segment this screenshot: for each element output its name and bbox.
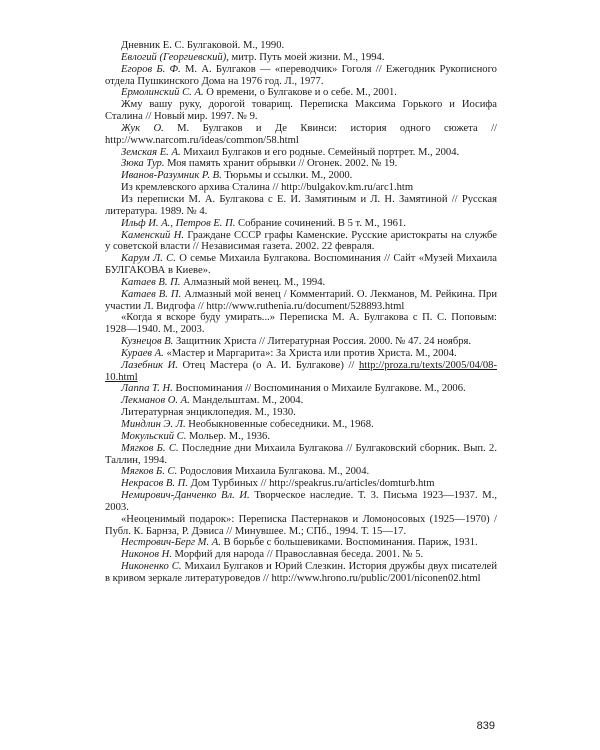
bibliography-entry: [105, 99, 497, 123]
entry-author: Немирович-Данченко Вл. И.: [121, 490, 250, 502]
entry-text: В борьбе с большевиками. Воспоминания. Париж, 1931.: [220, 537, 478, 549]
entry-author: Евлогий (Георгиевский),: [121, 51, 229, 63]
entry-text: О времени, о Булгакове и о себе. М., 2001.: [203, 87, 397, 99]
entry-author: Каменский Н.: [121, 229, 185, 241]
entry-author: Нестрович-Берг М. А.: [121, 537, 221, 549]
bibliography-list: [105, 40, 497, 585]
bibliography-entry: [105, 360, 497, 384]
bibliography-entry: [105, 40, 497, 52]
bibliography-entry: [105, 443, 497, 467]
bibliography-entry: [105, 230, 497, 254]
entry-text: Мандельштам. М., 2004.: [189, 395, 304, 407]
entry-text: Необыкновенные собеседники. М., 1968.: [185, 419, 374, 430]
entry-text: Дневник Е. С. Булгаковой. М., 1990.: [121, 40, 285, 51]
entry-author: Земская Е. А.: [121, 146, 181, 158]
entry-text: Дом Турбиных // http://speakrus.ru/articles/domturb.htm: [187, 478, 435, 490]
entry-text: Тюрьмы и ссылки. М., 2000.: [221, 170, 353, 182]
entry-text: Последние дни Михаила Булгакова // Булгаковский сборник. Вып. 2. Таллин, 1994.: [105, 442, 497, 466]
entry-author: Карум Л. С.: [121, 253, 176, 265]
bibliography-entry: [105, 52, 497, 64]
entry-author: Никоненко С.: [121, 561, 182, 573]
entry-text: М. Булгаков и Де Квинси: история одного сюжета // http://www.narcom.ru/ideas/common/58.html: [105, 122, 497, 146]
bibliography-entry: [105, 170, 497, 182]
entry-author: Жук О.: [121, 122, 164, 134]
bibliography-entry: [105, 514, 497, 538]
entry-text: Собрание сочинений. В 5 т. М., 1961.: [235, 217, 406, 229]
entry-link[interactable]: http://proza.ru/texts/2005/04/08-10.html: [105, 359, 497, 383]
entry-author: Катаев В. П.: [121, 276, 181, 288]
bibliography-entry: [105, 383, 497, 395]
entry-text: Из кремлевского архива Сталина // http://bulgakov.km.ru/arc1.htm: [121, 182, 414, 194]
entry-text: Из переписки М. А. Булгакова с Е. И. Замятиным и Л. Н. Замятиной // Русская литература. 1989. № 4.: [105, 193, 497, 217]
bibliography-entry: [105, 466, 497, 478]
entry-text: М. А. Булгаков — «переводчик» Гоголя // Ежегодник Рукописного отдела Пушкинского Дома на 1976 год. Л., 1977.: [105, 63, 497, 87]
bibliography-entry: [105, 123, 497, 147]
bibliography-entry: [105, 336, 497, 348]
entry-author: Иванов-Разумник Р. В.: [121, 170, 222, 182]
bibliography-entry: [105, 490, 497, 514]
bibliography-entry: [105, 277, 497, 289]
entry-text: Защитник Христа // Литературная Россия. 2000. № 47. 24 ноября.: [173, 336, 472, 348]
entry-author: Мягков Б. С.: [121, 466, 178, 478]
entry-text: «Мастер и Маргарита»: За Христа или против Христа. М., 2004.: [163, 347, 457, 359]
entry-author: Зюка Тур.: [121, 158, 165, 170]
bibliography-entry: [105, 407, 497, 419]
bibliography-entry: [105, 218, 497, 230]
bibliography-entry: [105, 158, 497, 170]
entry-author: Никонов Н.: [121, 549, 172, 561]
entry-text: Морфий для народа // Православная беседа. 2001. № 5.: [171, 549, 424, 561]
bibliography-entry: [105, 253, 497, 277]
entry-author: Ермолинский С. А.: [121, 87, 204, 99]
entry-text: Михаил Булгаков и его родные. Семейный портрет. М., 2004.: [180, 146, 460, 158]
entry-text: Михаил Булгаков и Юрий Слезкин. История дружбы двух писателей в кривом зеркале литературоведов // http://www.hrono.ru/public/2001/niconen02.html: [105, 561, 497, 584]
page-number: 839: [476, 720, 495, 732]
entry-text: Мольер. М., 1936.: [186, 430, 270, 442]
bibliography-entry: [105, 419, 497, 431]
bibliography-entry: [105, 312, 497, 336]
bibliography-entry: [105, 478, 497, 490]
entry-text: Алмазный мой венец. М., 1994.: [180, 276, 326, 288]
entry-author: Лазебник И.: [121, 359, 178, 371]
entry-text: Моя память хранит обрывки // Огонек. 2002. № 19.: [164, 158, 398, 170]
entry-author: Лаппа Т. Н.: [121, 383, 173, 395]
entry-author: Катаев В. П.: [121, 288, 182, 300]
entry-author: Егоров Б. Ф.: [121, 63, 181, 75]
bibliography-entry: [105, 395, 497, 407]
entry-text: митр. Путь моей жизни. М., 1994.: [228, 51, 385, 63]
entry-author: Ильф И. А., Петров Е. П.: [121, 217, 236, 229]
bibliography-entry: [105, 64, 497, 88]
entry-text: Жму вашу руку, дорогой товарищ. Переписка Максима Горького и Иосифа Сталина // Новый мир. 1997. № 9.: [105, 99, 497, 123]
entry-text: Воспоминания // Воспоминания о Михаиле Булгакове. М., 2006.: [172, 383, 466, 395]
entry-text: Отец Мастера (о А. И. Булгакове) //: [177, 359, 359, 371]
entry-text: «Когда я вскоре буду умирать...» Переписка М. А. Булгакова с П. С. Поповым: 1928—1940. М., 2003.: [105, 312, 497, 336]
entry-text: Творческое наследие. Т. 3. Письма 1923—1937. М., 2003.: [105, 490, 497, 513]
bibliography-entry: [105, 561, 497, 585]
bibliography-entry: [105, 182, 497, 194]
entry-text: О семье Михаила Булгакова. Воспоминания // Сайт «Музей Михаила БУЛГАКОВА в Киеве».: [105, 253, 497, 277]
entry-author: Лекманов О. А.: [121, 395, 190, 407]
entry-author: Мягков Б. С.: [121, 442, 179, 454]
bibliography-entry: [105, 537, 497, 549]
entry-text: Граждане СССР графы Каменские. Русские аристократы на службе у советской власти // Независимая газета. 2002. 22 февраля.: [105, 229, 498, 253]
entry-text: «Неоценимый подарок»: Переписка Пастернаков и Ломоносовых (1925—1970) / Публ. К. Барнза, Р. Дэвиса // Минувшее. М.; СПб., 1994. Т. 15—17.: [105, 513, 497, 537]
bibliography-entry: [105, 194, 497, 218]
bibliography-entry: [105, 549, 497, 561]
entry-author: Мокульский С.: [121, 430, 187, 442]
entry-author: Кузнецов В.: [121, 336, 174, 348]
bibliography-entry: [105, 289, 497, 313]
entry-author: Некрасов В. П.: [121, 478, 188, 490]
entry-text: Литературная энциклопедия. М., 1930.: [121, 407, 296, 419]
entry-text: Родословия Михаила Булгакова. М., 2004.: [177, 466, 370, 478]
bibliography-entry: [105, 87, 497, 99]
entry-author: Кураев А.: [121, 347, 164, 359]
bibliography-entry: [105, 431, 497, 443]
entry-text: Алмазный мой венец / Комментарий. О. Лекманов, М. Рейкина. При участии Л. Видгофа // http://www.ruthenia.ru/document/528893.html: [105, 288, 497, 312]
bibliography-entry: [105, 147, 497, 159]
bibliography-entry: [105, 348, 497, 360]
entry-author: Миндлин Э. Л.: [121, 419, 186, 430]
